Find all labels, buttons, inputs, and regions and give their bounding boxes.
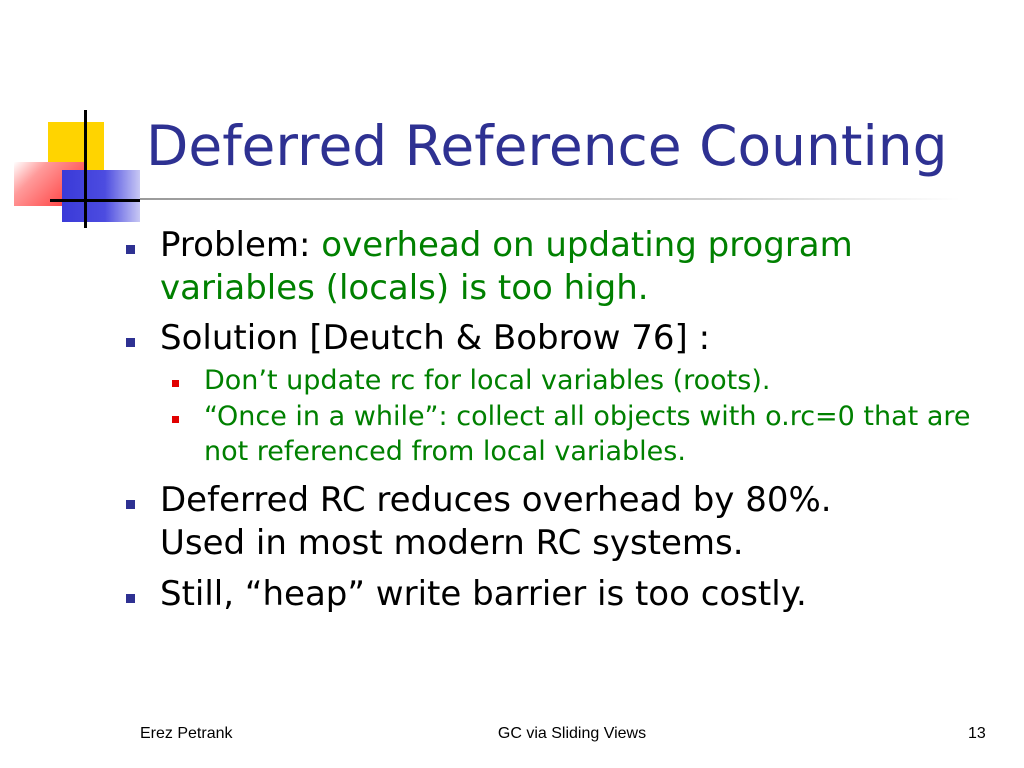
slide-content [120,224,1000,616]
slide-title: Deferred Reference Counting [146,114,948,178]
bullet-write-barrier [120,573,1000,616]
small-square-bullet-icon [172,416,179,423]
sub-bullet-text: “Once in a while”: collect all objects with o.rc=0 that are not referenced from local variables. [204,401,971,467]
footer-title: GC via Sliding Views [497,725,647,742]
bullet-solution [120,317,1000,360]
write-barrier-text: Still, “heap” write barrier is too costly. [160,574,807,614]
problem-label: Problem: [160,225,322,265]
sub-bullet-text: Don’t update rc for local variables (roots). [204,365,771,396]
solution-text: Solution [Deutch & Bobrow 76] : [160,318,711,358]
decor-blue-square [62,170,140,222]
square-bullet-icon [126,500,135,509]
footer-author: Erez Petrank [140,725,233,742]
sub-bullet-no-update [120,363,1000,398]
slide-number: 13 [968,725,986,742]
square-bullet-icon [126,594,135,603]
decor-vertical-line [84,110,87,228]
deferred-rc-line2: Used in most modern RC systems. [160,523,744,563]
sub-bullet-once-in-a-while [120,399,1000,469]
small-square-bullet-icon [172,380,179,387]
bullet-deferred-rc [120,479,1000,565]
bullet-problem [120,224,1000,310]
deferred-rc-line1: Deferred RC reduces overhead by 80%. [160,480,832,520]
title-underline [140,198,960,200]
square-bullet-icon [126,245,135,254]
decor-horizontal-line [50,199,140,202]
problem-text: overhead on updating program variables (locals) is too high. [160,225,853,308]
square-bullet-icon [126,338,135,347]
